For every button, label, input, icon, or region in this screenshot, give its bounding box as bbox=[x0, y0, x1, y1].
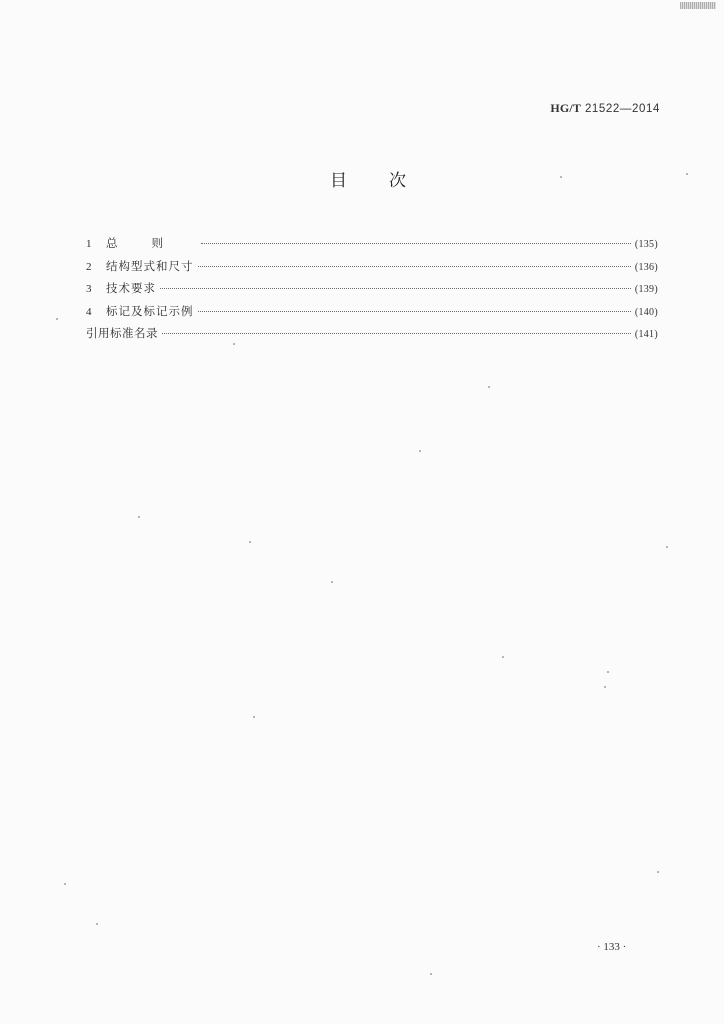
toc-row[interactable] bbox=[86, 258, 658, 281]
scan-speck bbox=[56, 318, 58, 320]
toc-page: (135) bbox=[634, 239, 658, 250]
scan-speck bbox=[331, 581, 333, 583]
toc-page: (139) bbox=[634, 284, 658, 296]
toc-page: (140) bbox=[634, 306, 658, 318]
standard-code-prefix: HG/T bbox=[550, 101, 582, 115]
page-number: · 133 · bbox=[597, 941, 627, 953]
scan-speck bbox=[666, 546, 668, 548]
toc-leader-dots bbox=[162, 332, 631, 334]
toc-leader-dots bbox=[198, 310, 631, 312]
toc-row[interactable] bbox=[86, 325, 658, 348]
standard-code-number: 21522—2014 bbox=[584, 103, 660, 115]
toc-page: (141) bbox=[634, 329, 658, 341]
scan-speck bbox=[607, 671, 609, 673]
table-of-contents bbox=[86, 235, 658, 348]
scan-speck bbox=[138, 516, 140, 518]
toc-row[interactable] bbox=[86, 280, 658, 303]
scan-speck bbox=[488, 386, 490, 388]
scan-speck bbox=[96, 923, 98, 925]
scan-speck bbox=[686, 173, 688, 175]
toc-leader-dots bbox=[160, 287, 631, 289]
toc-number: 3 bbox=[86, 283, 92, 296]
toc-label: 结构型式和尺寸 bbox=[106, 258, 194, 273]
toc-leader-dots bbox=[201, 242, 631, 244]
scan-speck bbox=[253, 716, 255, 718]
toc-title: 目次 bbox=[330, 171, 448, 191]
scan-speck bbox=[249, 541, 251, 543]
toc-page: (136) bbox=[634, 261, 658, 273]
scan-speck bbox=[657, 871, 659, 873]
scan-speck bbox=[419, 450, 421, 452]
toc-number: 4 bbox=[86, 305, 92, 318]
scan-speck bbox=[64, 883, 66, 885]
scan-corner-mark bbox=[680, 2, 716, 9]
toc-number: 1 bbox=[86, 238, 92, 250]
scan-speck bbox=[430, 973, 432, 975]
scan-speck bbox=[233, 343, 235, 345]
scan-speck bbox=[502, 656, 504, 658]
toc-leader-dots bbox=[198, 265, 631, 267]
toc-label: 总则 bbox=[106, 236, 197, 250]
toc-label: 技术要求 bbox=[106, 281, 156, 296]
scan-speck bbox=[604, 686, 606, 688]
toc-row[interactable] bbox=[86, 235, 658, 258]
scan-speck bbox=[560, 176, 562, 178]
toc-number: 2 bbox=[86, 260, 92, 273]
standard-code bbox=[550, 101, 660, 116]
toc-row[interactable] bbox=[86, 303, 658, 326]
toc-label: 标记及标记示例 bbox=[106, 303, 194, 318]
toc-label: 引用标准名录 bbox=[86, 326, 158, 341]
